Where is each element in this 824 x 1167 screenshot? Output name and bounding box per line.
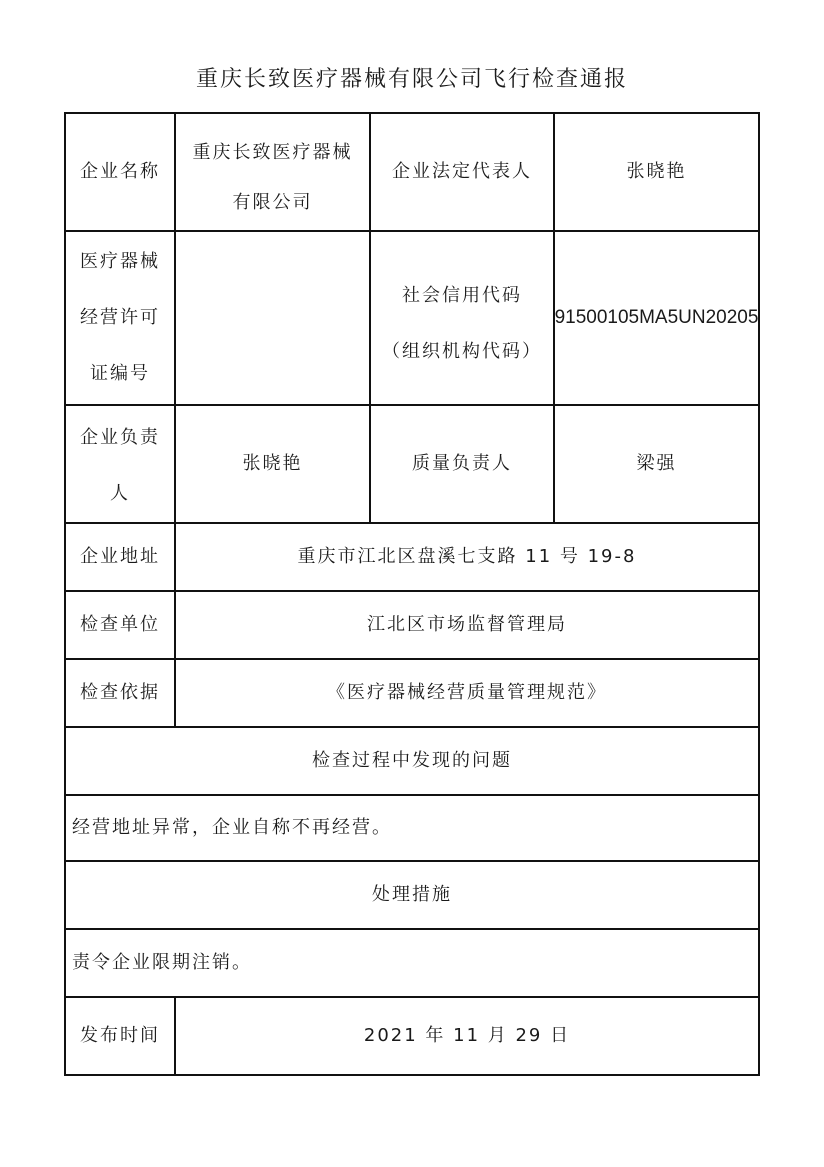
principal-label-line: 人 xyxy=(110,483,130,504)
license-value xyxy=(176,232,369,404)
license-label xyxy=(66,232,174,404)
credit-code-label xyxy=(371,232,553,404)
company-name-value xyxy=(176,114,369,230)
address-label: 企业地址 xyxy=(80,546,160,568)
basis-label: 检查依据 xyxy=(80,682,160,704)
measures-header: 处理措施 xyxy=(372,884,452,906)
license-label-line: 证编号 xyxy=(90,363,150,384)
license-label-line: 医疗器械 xyxy=(80,251,160,272)
publish-label: 发布时间 xyxy=(80,1025,160,1047)
company-name-label: 企业名称 xyxy=(80,161,160,183)
principal-value: 张晓艳 xyxy=(242,453,303,475)
publish-value: 2021 年 11 月 29 日 xyxy=(363,1025,571,1047)
inspector-value: 江北区市场监督管理局 xyxy=(367,614,567,636)
table-border-right xyxy=(758,112,760,1076)
credit-code-value: 91500105MA5UN20205 xyxy=(554,307,759,329)
document-title: 重庆长致医疗器械有限公司飞行检查通报 xyxy=(195,67,628,92)
principal-label xyxy=(66,406,174,522)
quality-label: 质量负责人 xyxy=(412,453,512,475)
issues-value: 经营地址异常，企业自称不再经营。 xyxy=(72,817,392,839)
legal-rep-label: 企业法定代表人 xyxy=(392,161,532,183)
measures-value: 责令企业限期注销。 xyxy=(72,952,252,974)
table-rule xyxy=(64,1074,760,1076)
basis-value: 《医疗器械经营质量管理规范》 xyxy=(327,682,607,704)
company-name-line: 重庆长致医疗器械 xyxy=(192,142,353,163)
issues-header: 检查过程中发现的问题 xyxy=(312,750,512,772)
credit-code-label-line: （组织机构代码） xyxy=(382,341,542,362)
quality-value: 梁强 xyxy=(636,453,677,475)
license-label-line: 经营许可 xyxy=(80,307,160,328)
credit-code-label-line: 社会信用代码 xyxy=(402,285,522,306)
principal-label-line: 企业负责 xyxy=(80,427,160,448)
legal-rep-value: 张晓艳 xyxy=(626,161,687,183)
address-value: 重庆市江北区盘溪七支路 11 号 19-8 xyxy=(297,546,637,568)
company-name-line: 有限公司 xyxy=(232,192,313,213)
report-table xyxy=(64,112,760,1076)
inspector-label: 检查单位 xyxy=(80,614,160,636)
